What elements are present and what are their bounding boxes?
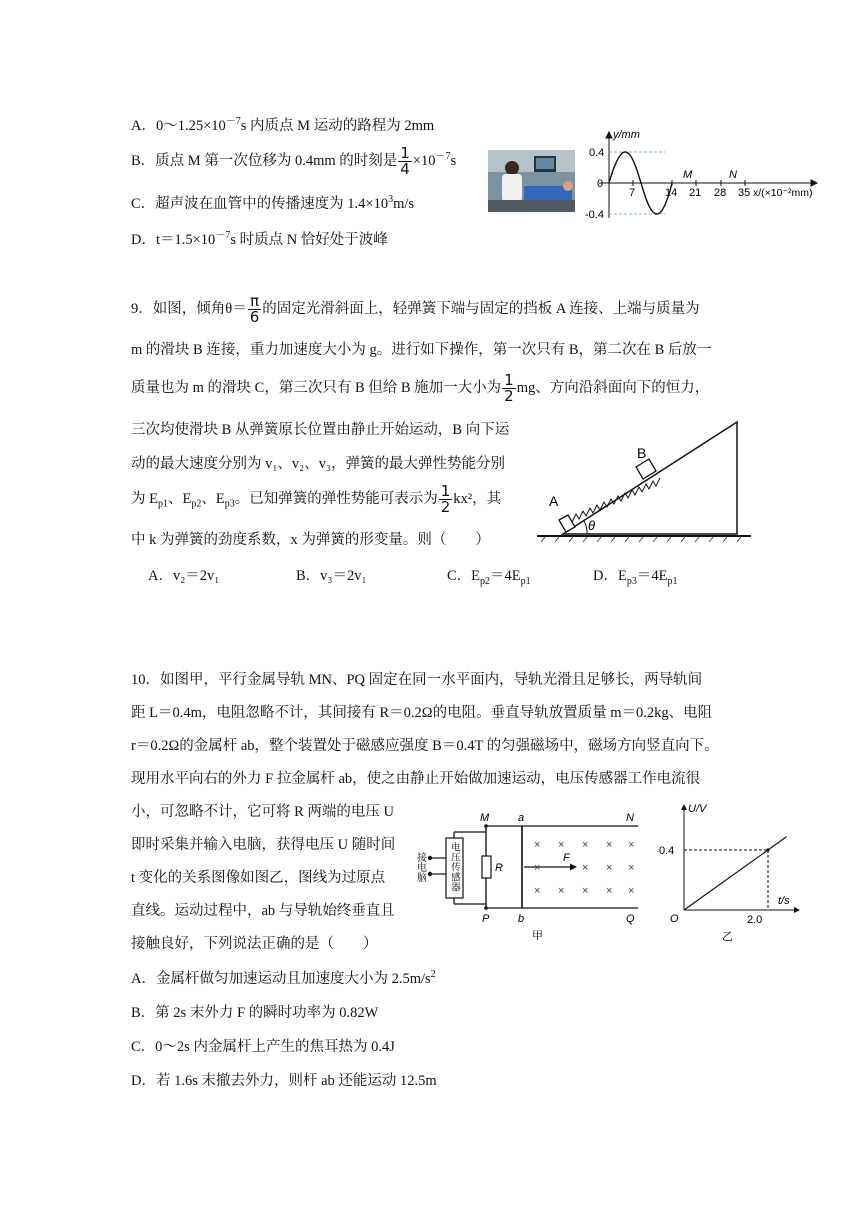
- caption-yi: 乙: [722, 931, 733, 942]
- point-n-label: N: [729, 169, 737, 181]
- u-axis-arrow: [681, 804, 687, 810]
- label-m: M: [480, 812, 490, 824]
- t-tick-label: 2.0: [747, 914, 763, 926]
- q9-stem-line-4: 三次均使滑块 B 从弹簧原长位置由静止开始运动，B 向下运: [131, 422, 510, 438]
- svg-text:×: ×: [582, 862, 589, 874]
- svg-text:×: ×: [606, 885, 613, 897]
- q10-stem-line-3: r＝0.2Ω的金属杆 ab，整个装置处于磁感应强度 B＝0.4T 的匀强磁场中，磁场方向竖直向下。: [131, 738, 719, 754]
- label-theta: θ: [588, 518, 596, 533]
- q10-stem-line-7: t 变化的关系图像如图乙，图线为过原点: [131, 870, 386, 886]
- q9-option-a: A．v₂＝2v₁: [148, 568, 220, 584]
- q9-option-d: D．$E_{p3}=4E_{p1}$: [593, 568, 678, 587]
- label-r: R: [495, 862, 503, 874]
- label-p: P: [482, 913, 490, 925]
- ut-data-point: [766, 848, 769, 851]
- q8-option-c: C．超声波在血管中的传播速度为 $1.4\times 10^3m/s$: [131, 194, 415, 212]
- y-axis-arrow: [606, 132, 612, 138]
- fraction-pi-over-6: $\frac{\pi}{6}$: [249, 292, 260, 326]
- x-axis-label: x/(×10⁻²mm): [753, 187, 813, 199]
- q10-stem-line-9: 接触良好，下列说法正确的是（ ）: [131, 936, 378, 952]
- label-f: F: [563, 852, 570, 864]
- label-q: Q: [626, 913, 635, 925]
- incline-figure: [535, 416, 755, 546]
- x-tick-label-28: 28: [714, 187, 727, 199]
- q9-stem-line-7: 中 k 为弹簧的劲度系数，x 为弹簧的形变量。则（ ）: [131, 532, 490, 548]
- fraction-one-quarter: $\frac{1}{4}$: [400, 144, 410, 178]
- q10-stem-line-8: 直线。运动过程中，ab 与导轨始终垂直且: [131, 903, 395, 919]
- svg-text:×: ×: [606, 862, 613, 874]
- q9-option-b: B．v₃＝2v₁: [296, 568, 367, 584]
- y-tick-bottom: -0.4: [585, 209, 604, 220]
- fraction-one-half: $\frac{1}{2}$: [504, 371, 514, 405]
- svg-text:×: ×: [582, 885, 589, 897]
- ultrasound-photo: [488, 150, 575, 212]
- x-tick-label-14: 14: [665, 187, 678, 199]
- q9-stem-line-2: m 的滑块 B 连接，重力加速度大小为 g。进行如下操作，第一次只有 B，第二次在 B 后放一: [131, 342, 712, 358]
- y-tick-zero: 0: [597, 178, 604, 190]
- label-b: B: [637, 445, 647, 461]
- u-tick-label: 0.4: [659, 845, 675, 857]
- q8-option-d: D．$t=1.5\times 10^{-7}s$ 时质点 N 恰好处于波峰: [131, 230, 388, 248]
- q10-stem-line-2: 距 L＝0.4m，电阻忽略不计，其间接有 R＝0.2Ω的电阻。垂直导轨放置质量 m＝0.2kg、电阻: [131, 705, 713, 721]
- y-axis-label: y/mm: [613, 129, 640, 141]
- origin-label: O: [670, 913, 679, 925]
- svg-text:×: ×: [606, 839, 613, 851]
- u-axis-label: U/V: [688, 803, 707, 815]
- t-axis-arrow: [794, 907, 800, 913]
- spring: [572, 478, 660, 522]
- t-axis-label: t/s: [778, 895, 790, 907]
- svg-text:×: ×: [628, 862, 635, 874]
- svg-text:×: ×: [534, 839, 541, 851]
- sensor-label: 电压传感器: [449, 842, 460, 892]
- x-axis-arrow: [811, 180, 817, 186]
- svg-text:×: ×: [628, 885, 635, 897]
- q10-option-c: C．0～2s 内金属杆上产生的焦耳热为 0.4J: [131, 1039, 395, 1055]
- ut-graph-yi: [656, 800, 806, 942]
- resistor-r: [482, 856, 491, 878]
- q9-stem-line-6: 为 $E_{p1}$、$E_{p2}$、$E_{p3}$。已知弹簧的弹性势能可表示为 $\frac{1}{2}$ kx²，其: [131, 482, 502, 516]
- q10-stem-line-1: 10．如图甲，平行金属导轨 MN、PQ 固定在同一水平面内，导轨光滑且足够长，两导轨间: [131, 672, 703, 688]
- svg-text:×: ×: [558, 885, 565, 897]
- svg-text:×: ×: [628, 839, 635, 851]
- y-tick-top: 0.4: [589, 147, 605, 159]
- label-n: N: [626, 812, 634, 824]
- svg-text:×: ×: [534, 862, 541, 874]
- q10-stem-line-6: 即时采集并输入电脑，获得电压 U 随时间: [131, 837, 396, 853]
- q10-option-d: D．若 1.6s 末撤去外力，则杆 ab 还能运动 12.5m: [131, 1073, 437, 1089]
- wave-graph: [585, 128, 825, 220]
- x-tick-label-35: 35: [738, 187, 751, 199]
- q10-stem-line-5: 小，可忽略不计，它可将 R 两端的电压 U: [131, 804, 395, 820]
- pc-label: 接电脑: [414, 852, 426, 882]
- q10-option-a: A．金属杆做匀加速运动且加速度大小为 $2.5m/s^2$: [131, 969, 436, 987]
- x-tick-label-21: 21: [689, 187, 702, 199]
- label-b: b: [518, 913, 525, 925]
- svg-text:×: ×: [558, 839, 565, 851]
- q9-stem-line-1: 9．如图，倾角θ＝ $\frac{\pi}{6}$ 的固定光滑斜面上，轻弹簧下端与固定的挡板 A 连接、上端与质量为: [131, 292, 700, 326]
- q9-option-c: C．$E_{p2}=4E_{p1}$: [447, 568, 531, 587]
- magnetic-field-marks: [534, 839, 634, 897]
- fraction-one-half-energy: $\frac{1}{2}$: [440, 482, 451, 516]
- x-tick-label-7: 7: [629, 187, 636, 199]
- ut-data-line: [684, 837, 786, 910]
- ut-plot-area: [684, 837, 786, 910]
- label-a: a: [518, 812, 525, 824]
- circuit-figure-jia: [410, 808, 646, 946]
- svg-text:×: ×: [582, 839, 589, 851]
- label-a: A: [549, 493, 559, 509]
- q8-option-a: A．$0\sim 1.25\times 10^{-7}s$ 内质点 M 运动的路程为 2mm: [131, 116, 435, 134]
- point-m-label: M: [683, 169, 693, 181]
- baffle-a: [559, 515, 575, 532]
- q8-option-b: B．质点 M 第一次位移为 0.4mm 的时刻是 $\frac{1}{4}$ $\times 10^{-7}s$: [131, 144, 457, 178]
- caption-jia: 甲: [532, 930, 543, 942]
- q10-stem-line-4: 现用水平向右的外力 F 拉金属杆 ab，使之由静止开始做加速运动，电压传感器工作电流很: [131, 771, 701, 787]
- q9-stem-line-5: 动的最大速度分别为 v₁、v₂、v₃，弹簧的最大弹性势能分别: [131, 456, 506, 472]
- q9-stem-line-3: 质量也为 m 的滑块 C，第三次只有 B 但给 B 施加一大小为 $\frac{1}{2}$ mg、方向沿斜面向下的恒力，: [131, 371, 710, 405]
- q10-option-b: B．第 2s 末外力 F 的瞬时功率为 0.82W: [131, 1005, 379, 1021]
- angle-arc: [584, 521, 587, 534]
- svg-text:×: ×: [534, 885, 541, 897]
